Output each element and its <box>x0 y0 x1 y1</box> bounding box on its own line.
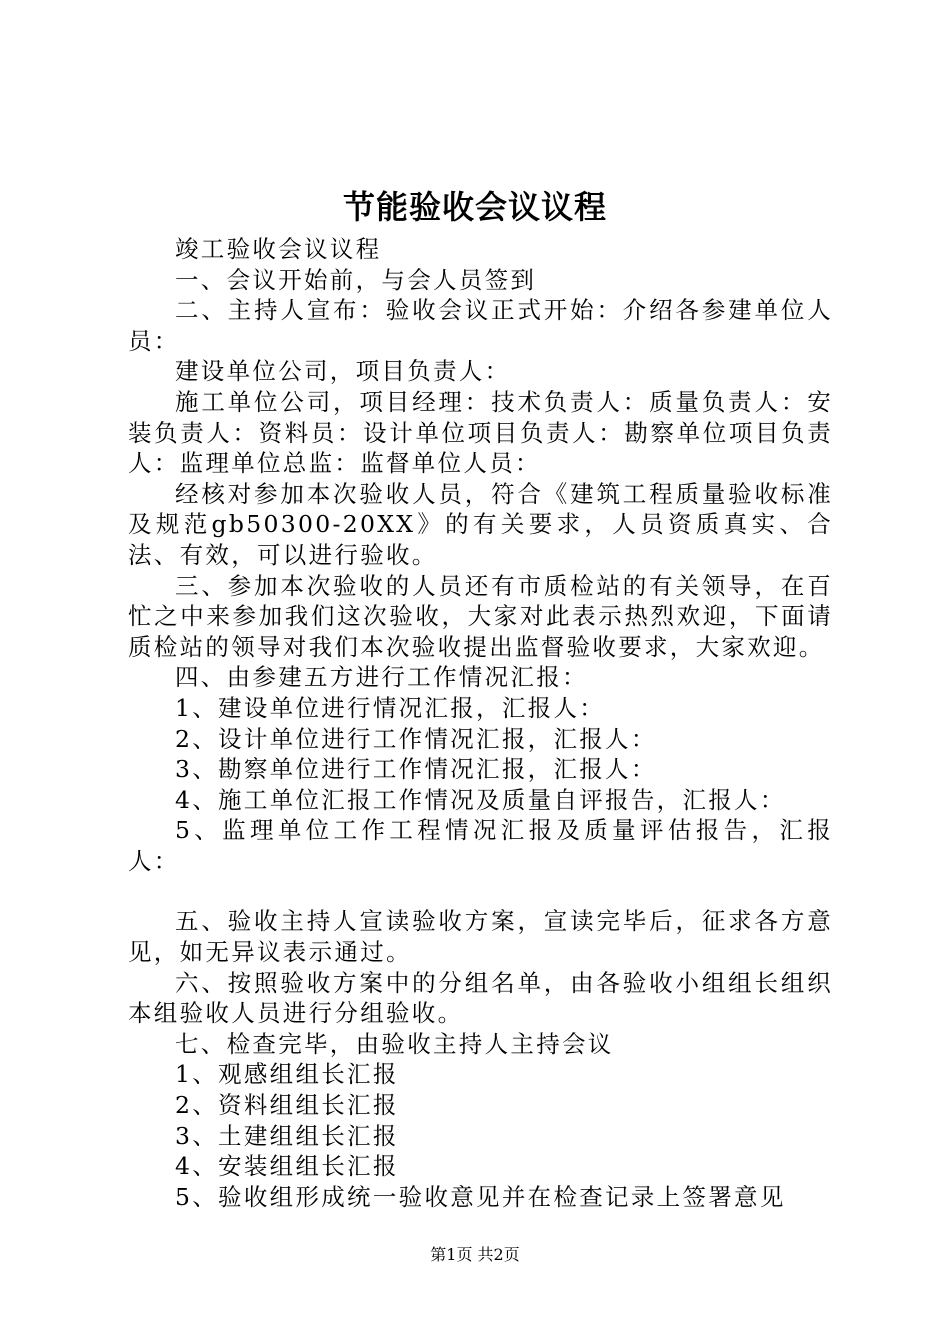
paragraph: 竣工验收会议议程 <box>175 235 382 263</box>
paragraph: 六、按照验收方案中的分组名单，由各验收小组组长组织本组验收人员进行分组验收。 <box>128 968 833 1028</box>
paragraph: 四、由参建五方进行工作情况汇报： <box>175 663 588 692</box>
paragraph: 经核对参加本次验收人员，符合《建筑工程质量验收标准及规范gb50300-20XX》的有关要求，人员资质真实、合法、有效，可以进行验收。 <box>128 479 833 569</box>
paragraph: 5、监理单位工作工程情况汇报及质量评估报告，汇报人： <box>128 816 833 875</box>
paragraph: 三、参加本次验收的人员还有市质检站的有关领导，在百忙之中来参加我们这次验收，大家对此表示热烈欢迎，下面请质检站的领导对我们本次验收提出监督验收要求，大家欢迎。 <box>128 571 833 661</box>
document-title: 节能验收会议议程 <box>342 188 607 226</box>
paragraph: 1、观感组组长汇报 <box>175 1060 399 1089</box>
paragraph: 1、建设单位进行情况汇报，汇报人： <box>175 693 606 722</box>
document-body <box>128 234 833 1212</box>
paragraph: 4、安装组组长汇报 <box>175 1152 399 1181</box>
paragraph: 3、勘察单位进行工作情况汇报，汇报人： <box>175 755 657 784</box>
paragraph: 二、主持人宣布：验收会议正式开始：介绍各参建单位人员： <box>128 296 833 355</box>
paragraph: 五、验收主持人宣读验收方案，宣读完毕后，征求各方意见，如无异议表示通过。 <box>128 907 833 967</box>
paragraph: 2、设计单位进行工作情况汇报，汇报人： <box>175 724 657 753</box>
paragraph: 建设单位公司，项目负责人： <box>175 357 511 386</box>
paragraph: 七、检查完毕，由验收主持人主持会议 <box>175 1029 614 1058</box>
page-footer: 第1页 共2页 <box>430 1245 520 1264</box>
paragraph: 一、会议开始前，与会人员签到 <box>175 265 537 294</box>
paragraph: 5、验收组形成统一验收意见并在检查记录上签署意见 <box>175 1182 786 1211</box>
paragraph: 2、资料组组长汇报 <box>175 1091 399 1120</box>
paragraph: 施工单位公司，项目经理：技术负责人：质量负责人：安装负责人：资料员：设计单位项目负责人：勘察单位项目负责人：监理单位总监：监督单位人员： <box>128 387 833 478</box>
paragraph: 4、施工单位汇报工作情况及质量自评报告，汇报人： <box>175 785 786 814</box>
paragraph: 3、土建组组长汇报 <box>175 1121 399 1150</box>
